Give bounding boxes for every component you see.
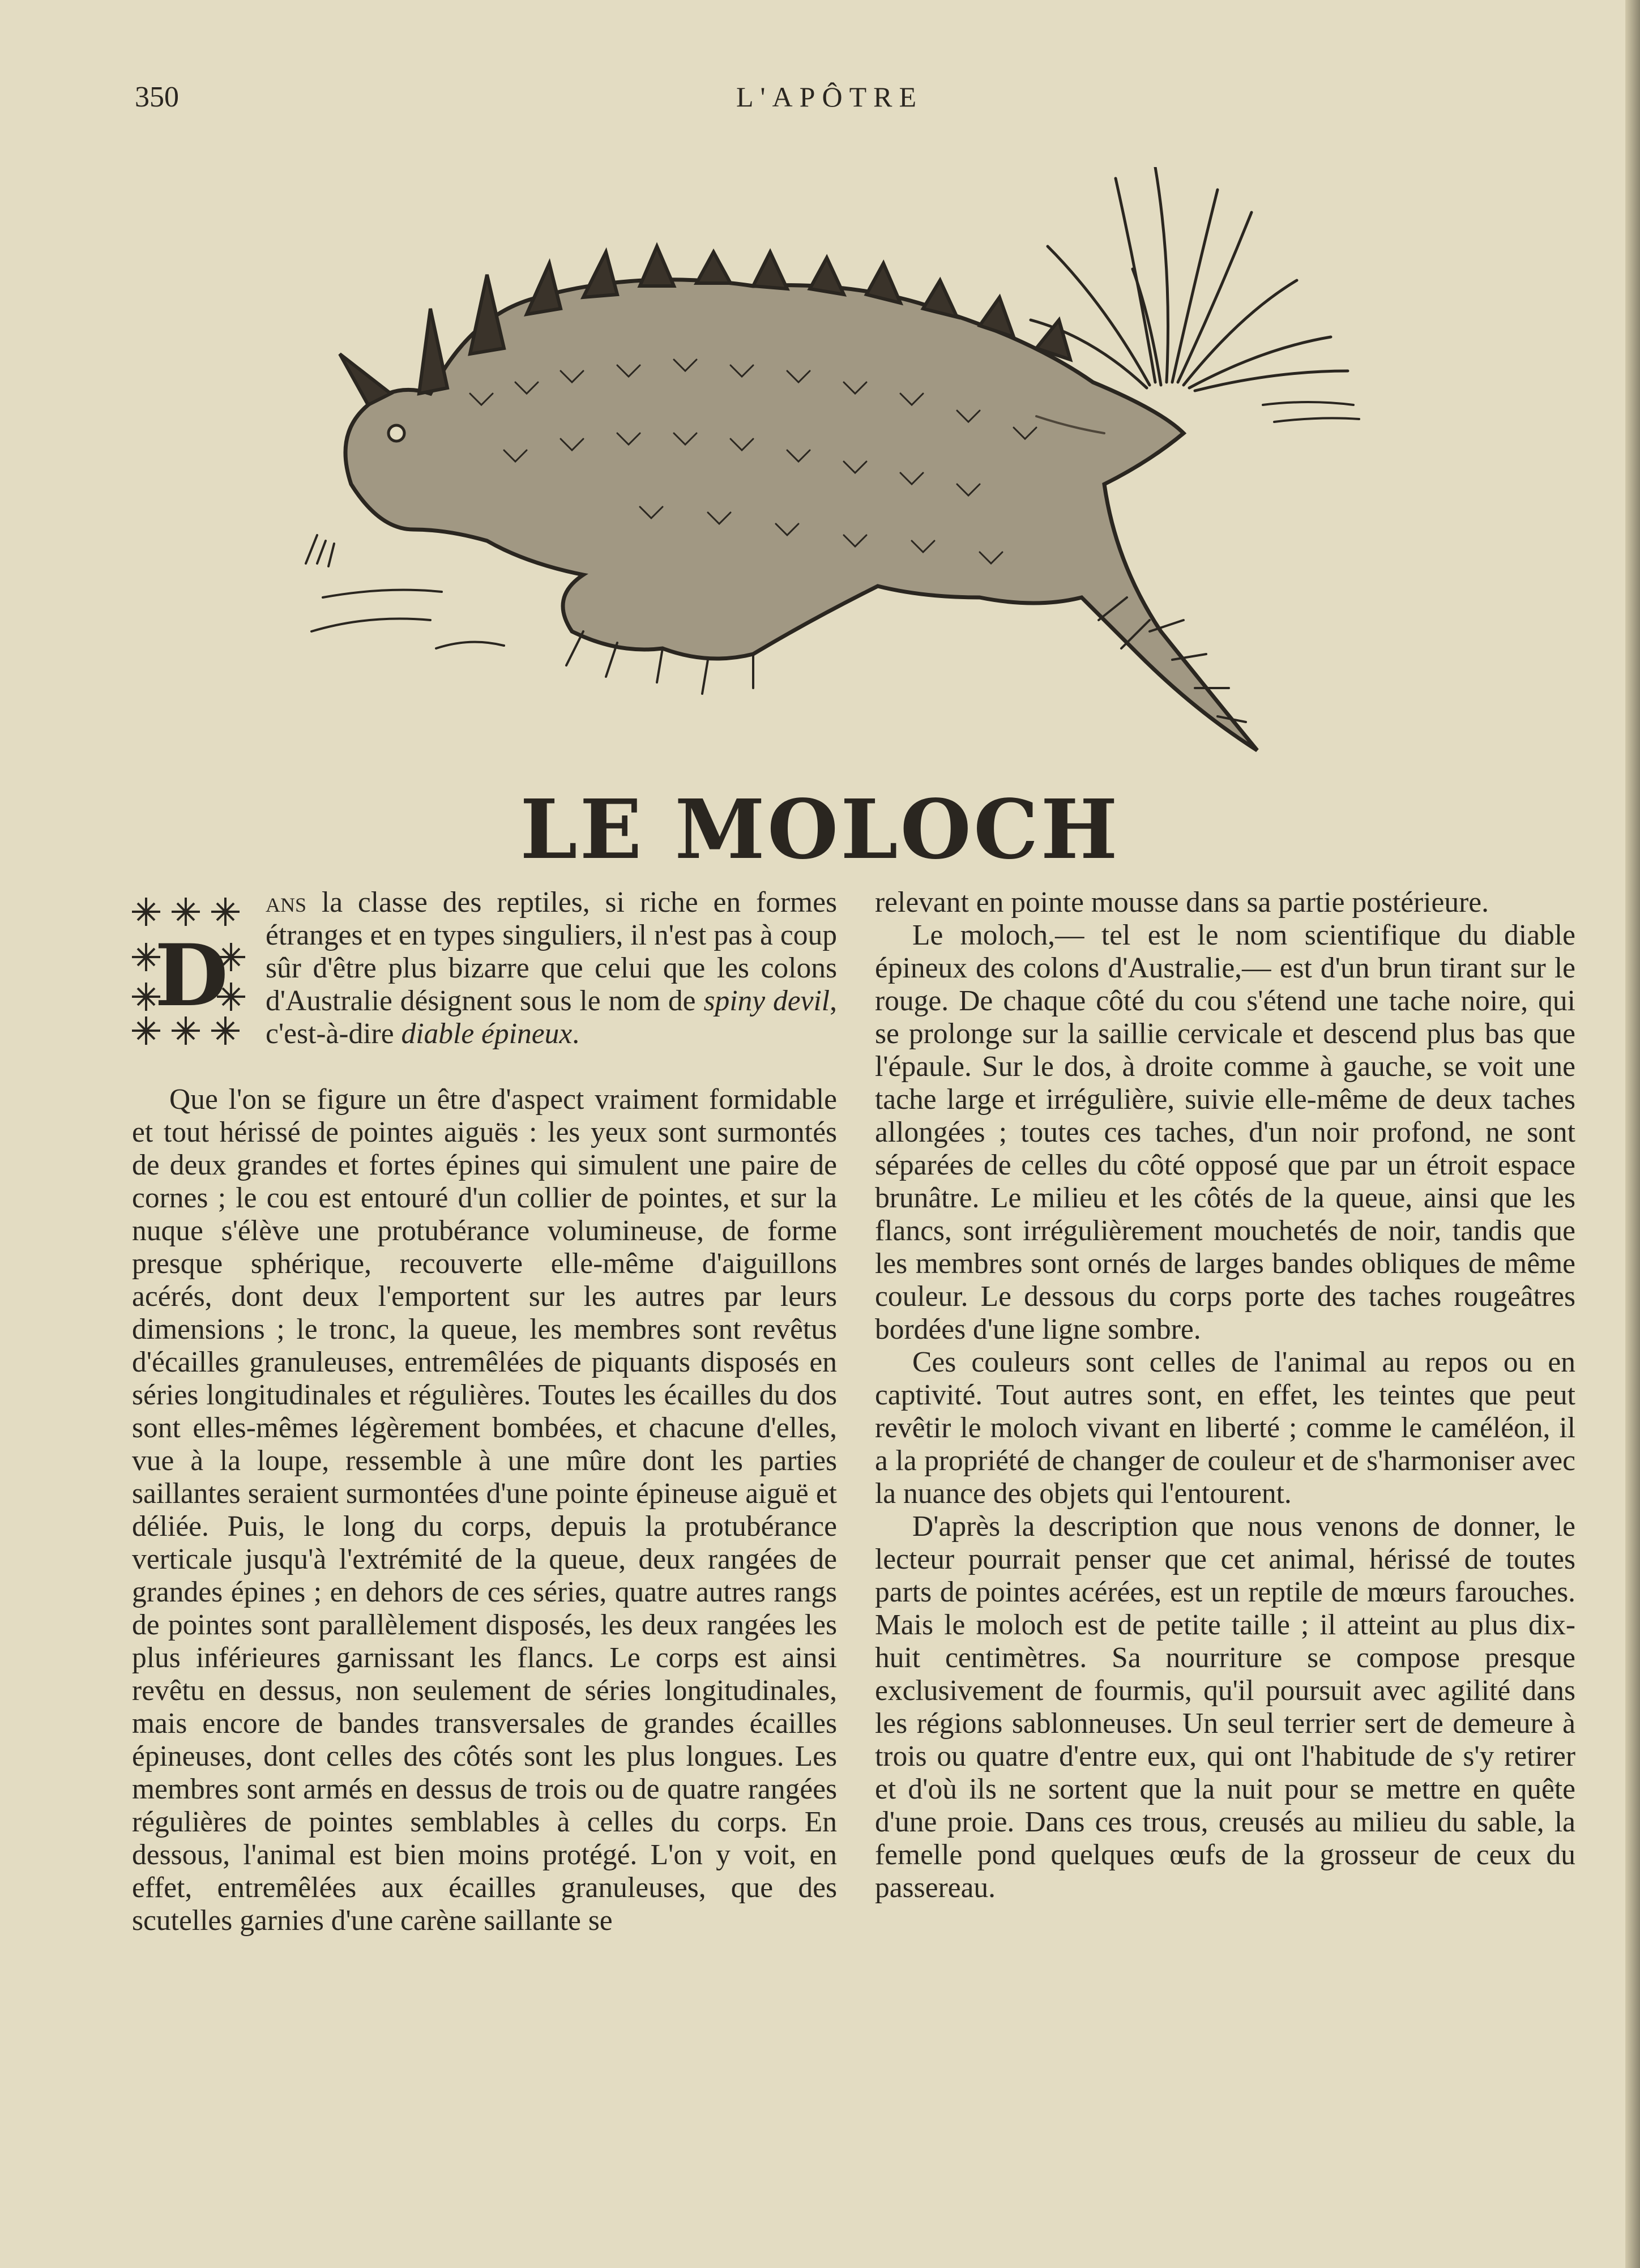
dropcap-letter: D [154, 926, 229, 1026]
intro-italic-diable-epineux: diable épineux [401, 1018, 573, 1050]
intro-text: la classe des reptiles, si riche en formes étranges et en types singuliers, il n'est pas à coup sûr d'être plus bizarre que celui que les colons d'Australie désignent sous le nom de [266, 886, 837, 1017]
article-title: LE MOLOCH [520, 781, 1120, 877]
lizard-eye-drawing [388, 425, 404, 441]
intro-mid: , c'est-à-dire [266, 985, 837, 1050]
left-paragraph-description: Que l'on se figure un être d'aspect vraiment formidable et tout hérissé de pointes aiguës : les yeux sont surmontés de deux grandes et fortes épines qui simulent une paire de cornes ; le cou est entouré d'un collier de pointes, et sur la nuque s'élève une protubérance volumineuse, de forme presque sphérique, recouverte elle-même d'aiguillons acérés, dont deux l'emportent sur les autres par leurs dimensions ; le tronc, la queue, les membres sont revêtus d'écailles granuleuses, entremêlées de piquants disposés en séries longitudinales et régulières. Toutes les écailles du dos sont elles-mêmes légèrement bombées, et chacune d'elles, vue à la loupe, ressemble à une mûre dont les parties saillantes seraient surmontées d'une pointe épineuse aiguë et déliée. Puis, le long du corps, depuis la protubérance verticale jusqu'à l'extrémité de la queue, deux rangées de grandes épines ; en dehors de ces séries, quatre autres rangs de pointes sont parallèlement disposés, les deux rangées les plus inférieures garnissant les flancs. Le corps est ainsi revêtu en dessus, non seulement de séries longitudinales, mais encore de bandes transversales de grandes écailles épineuses, dont celles des côtés sont les plus longues. Les membres sont armés en dessus de trois ou de quatre rangées régulières de pointes semblables à celles du corps. En dessous, l'animal est bien moins protégé. L'on y voit, en effet, entremêlées aux écailles granuleuses, que des scutelles garnies d'une carène saillante se [132, 1083, 837, 1937]
grass-tuft-drawing [1031, 167, 1348, 391]
right-paragraph-camouflage: Ces couleurs sont celles de l'animal au repos ou en captivité. Tout autres sont, en effet, les teintes que peut revêtir le moloch vivant en liberté ; comme le caméléon, il a la propriété de changer de couleur et de s'harmoniser avec la nuance des objets qui l'entourent. [875, 1346, 1575, 1510]
running-title: L'APÔTRE [736, 81, 924, 113]
right-paragraph-continuation: relevant en pointe mousse dans sa partie postérieure. [875, 886, 1489, 919]
moloch-lizard-illustration [300, 167, 1438, 762]
right-column [875, 886, 1575, 1904]
intro-paragraph [132, 886, 837, 1050]
right-paragraph-colors: Le moloch,— tel est le nom scientifique du diable épineux des colons d'Australie,— est d'un brun tirant sur le rouge. De chaque côté du cou s'étend une tache noire, qui se prolonge sur la saillie cervicale et descend plus bas que l'épaule. Sur le dos, à droite comme à gauche, se voit une tache large et irrégulière, suivie elle-même de deux taches allongées ; toutes ces taches, d'un noir profond, ne sont séparées de celles du côté opposé que par un étroit espace brunâtre. Le milieu et les côtés de la queue, ainsi que les flancs, sont irrégulièrement mouchetés de noir, tandis que les membres sont ornés de larges bandes obliques de même couleur. Le dessous du corps porte des taches rougeâtres bordées d'une ligne sombre. [875, 919, 1575, 1346]
ornamental-dropcap [132, 892, 251, 1045]
intro-italic-spiny-devil: spiny devil [703, 985, 830, 1017]
page-number: 350 [135, 81, 179, 113]
intro-end: . [572, 1018, 580, 1050]
page-edge-shadow [1625, 0, 1640, 2268]
intro-smallcaps: ans [266, 886, 307, 919]
right-paragraph-habits: D'après la description que nous venons de donner, le lecteur pourrait penser que cet animal, hérissé de toutes parts de pointes acérées, est un reptile de mœurs farouches. Mais le moloch est de petite taille ; il atteint au plus dix-huit centimètres. Sa nourriture se compose presque exclusivement de fourmis, qu'il poursuit avec agilité dans les régions sablonneuses. Un seul terrier sert de demeure à trois ou quatre d'entre eux, qui ont l'habitude de s'y retirer et d'où ils ne sortent que la nuit pour se mettre en quête d'une proie. Dans ces trous, creusés au milieu du sable, la femelle pond quelques œufs de la grosseur de ceux du passereau. [875, 1510, 1575, 1904]
left-column [132, 886, 837, 1937]
